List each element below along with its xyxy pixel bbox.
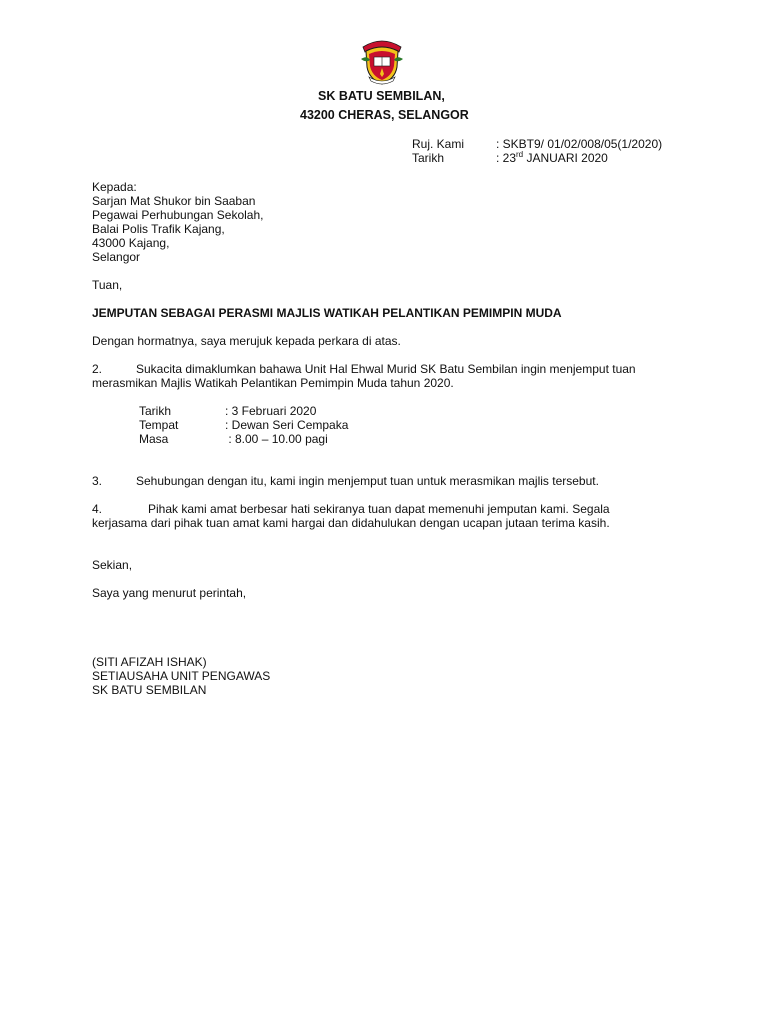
detail-value: : 3 Februari 2020	[225, 404, 317, 418]
para2-line1: Sukacita dimaklumkan bahawa Unit Hal Ehwal Murid SK Batu Sembilan ingin menjemput tuan	[136, 362, 636, 376]
ruj-label: Ruj. Kami	[412, 137, 465, 151]
para2-number: 2.	[92, 362, 103, 376]
para2-line2: merasmikan Majlis Watikah Pelantikan Pemimpin Muda tahun 2020.	[92, 376, 454, 390]
recipient-line: Pegawai Perhubungan Sekolah,	[92, 208, 264, 222]
detail-label: Tarikh	[139, 404, 172, 418]
recipient-line: Balai Polis Trafik Kajang,	[92, 222, 225, 236]
closing-perintah: Saya yang menurut perintah,	[92, 586, 247, 600]
kepada-label: Kepada:	[92, 180, 137, 194]
detail-label: Tempat	[139, 418, 179, 432]
tarikh-value: : 23rd JANUARI 2020	[496, 150, 608, 165]
para4-number: 4.	[92, 502, 103, 516]
signatory-org: SK BATU SEMBILAN	[92, 683, 207, 697]
recipient-line: 43000 Kajang,	[92, 236, 170, 250]
signatory-name: (SITI AFIZAH ISHAK)	[92, 655, 207, 669]
para4-line1: Pihak kami amat berbesar hati sekiranya tuan dapat memenuhi jemputan kami. Segala	[148, 502, 610, 516]
school-name: SK BATU SEMBILAN,	[318, 89, 445, 103]
recipient-line: Sarjan Mat Shukor bin Saaban	[92, 194, 256, 208]
para3-text: Sehubungan dengan itu, kami ingin menjemput tuan untuk merasmikan majlis tersebut.	[136, 474, 599, 488]
recipient-line: Selangor	[92, 250, 141, 264]
ruj-value: : SKBT9/ 01/02/008/05(1/2020)	[496, 137, 663, 151]
letter-subject: JEMPUTAN SEBAGAI PERASMI MAJLIS WATIKAH PELANTIKAN PEMIMPIN MUDA	[92, 306, 562, 320]
school-address: 43200 CHERAS, SELANGOR	[300, 108, 469, 122]
detail-label: Masa	[139, 432, 169, 446]
para4-line2: kerjasama dari pihak tuan amat kami hargai dan didahulukan dengan ucapan jutaan terima kasih.	[92, 516, 610, 530]
salutation: Tuan,	[92, 278, 123, 292]
closing-sekian: Sekian,	[92, 558, 133, 572]
signatory-title: SETIAUSAHA UNIT PENGAWAS	[92, 669, 271, 683]
detail-value: : Dewan Seri Cempaka	[225, 418, 349, 432]
detail-value: : 8.00 – 10.00 pagi	[225, 432, 328, 446]
opening-paragraph: Dengan hormatnya, saya merujuk kepada perkara di atas.	[92, 334, 401, 348]
school-crest-icon	[357, 35, 407, 85]
tarikh-label: Tarikh	[412, 151, 445, 165]
para3-number: 3.	[92, 474, 103, 488]
